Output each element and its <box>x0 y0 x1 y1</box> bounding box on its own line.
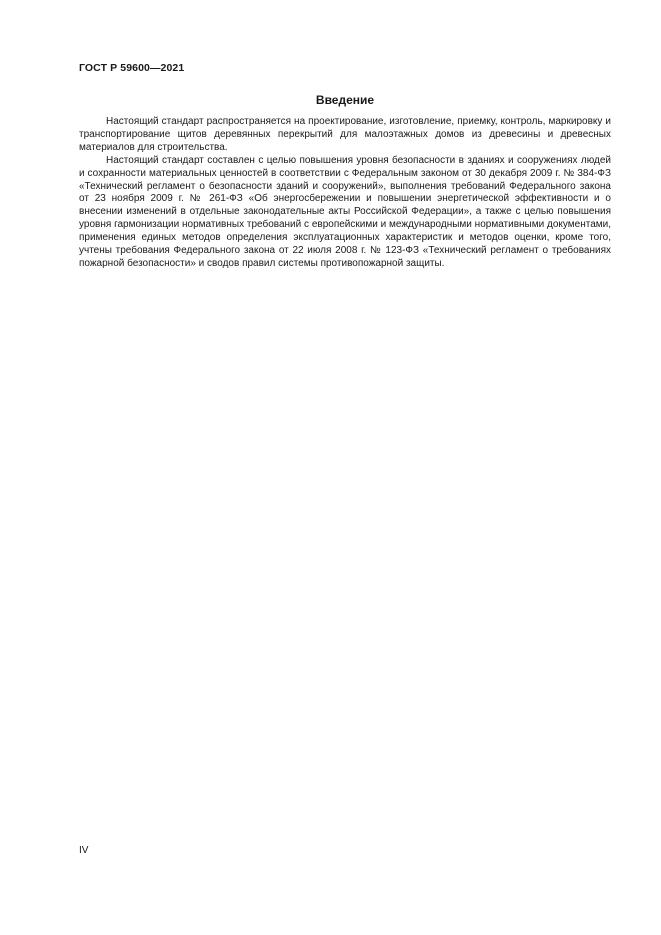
section-title: Введение <box>315 93 375 107</box>
paragraph: Настоящий стандарт составлен с целью повышения уровня безопасности в зданиях и сооружениях людей и сохранности материальных ценностей в соответствии с Федеральным законом от 30 декабря 2009 г. № 384-ФЗ «Технический регламент о безопасности зданий и сооружений», выполнения требований Федерального закона от 23 ноября 2009 г. № 261-ФЗ «Об энергосбережении и повышении энергетической эффективности и о внесении изменений в отдельные законодательные акты Российской Федерации», а также с целью повышения уровня гармонизации нормативных требований с европейскими и международными нормативными документами, применения единых методов определения эксплуатационных характеристик и методов оценки, кроме того, учтены требования Федерального закона от 22 июля 2008 г. № 123-ФЗ «Технический регламент о требованиях пожарной безопасности» и сводов правил системы противопожарной защиты. <box>79 154 611 269</box>
document-code: ГОСТ Р 59600—2021 <box>79 62 185 74</box>
page-number: IV <box>79 845 89 856</box>
section-body <box>79 116 611 271</box>
paragraph: Настоящий стандарт распространяется на проектирование, изготовление, приемку, контроль, маркировку и транспортирование щитов деревянных перекрытий для малоэтажных домов из древесины и древесных материалов для строительства. <box>79 116 611 153</box>
